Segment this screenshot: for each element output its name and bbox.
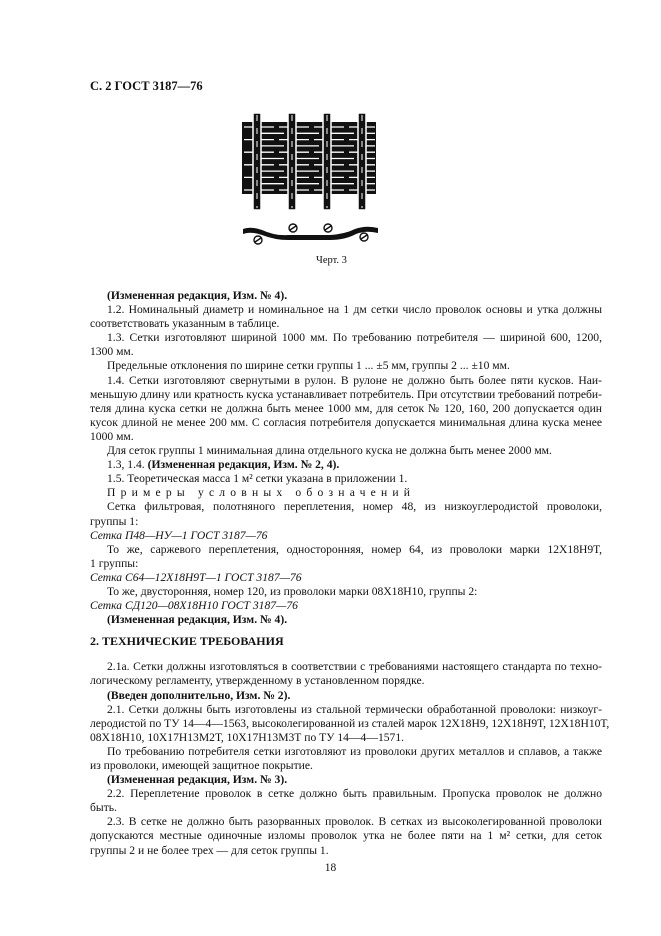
text-line: 1 группы: [90, 556, 139, 570]
paragraph-bold [90, 689, 602, 703]
paragraph-p [90, 585, 602, 599]
paragraph-p [90, 543, 602, 571]
designation-example: Сетка П48—НУ—1 ГОСТ 3187—76 [90, 528, 268, 542]
text-line: 08Х18Н10, 10Х17Н13М2Т, 10Х17Н13М3Т по ТУ 14—4—1571. [90, 730, 405, 744]
text-line: По требованию потребителя сетки изготовляют из проволоки других металлов и сплавов, а также [107, 744, 602, 758]
paragraph-center [90, 571, 602, 585]
text-line: логическому регламенту, утвержденному в установленном порядке. [90, 674, 425, 688]
text-line: допускаются местные одиночные изломы проволок утка не более пяти на 1 м² сетки, для сеток [90, 829, 602, 843]
paragraph-p [90, 331, 602, 359]
text-line: леродистой по ТУ 14—4—1563, высоколегированной из сталей марок 12Х18Н9, 12Х18Н9Т, 12Х18Н10Т, [90, 716, 610, 730]
paragraph-p [90, 702, 610, 745]
text-line: 2.2. Переплетение проволок в сетке должно быть правильным. Пропуска проволок не должно [107, 787, 602, 801]
text-line: меньшую длину или кратность куска устанавливает потребитель. При отсутствии требований потреби- [90, 387, 602, 401]
text-line: 1.2. Номинальный диаметр и номинальное на 1 дм сетки число проволок основы и утка должны [107, 303, 602, 317]
paragraph-p [90, 787, 602, 815]
clause-numbers: 1.3, 1.4. [107, 458, 148, 472]
text-line: 2.3. В сетке не должно быть разорванных проволок. В сетках из высоколегированной проволоки [107, 815, 602, 829]
designation-example: Сетка СД120—08Х18Н10 ГОСТ 3187—76 [90, 599, 298, 613]
paragraph-p [90, 444, 602, 458]
text-line: 1.5. Теоретическая масса 1 м² сетки указана в приложении 1. [107, 472, 408, 486]
paragraph-p [90, 359, 602, 373]
paragraph-p [90, 500, 602, 528]
text-line: из проволоки, имеющей защитное покрытие. [90, 759, 313, 772]
paragraph-p [90, 660, 602, 688]
text-line: 2.1а. Сетки должны изготовляться в соответствии с требованиями настоящего стандарта по техно- [107, 660, 602, 674]
paragraph-spaced [90, 486, 602, 500]
text-line: (Измененная редакция, Изм. № 3). [107, 773, 288, 787]
text-line: 1.4. Сетки изготовляют свернутыми в рулон. В рулоне не должно быть более пяти кусков. Наи- [107, 373, 602, 387]
mesh-cross-section [243, 224, 378, 244]
paragraph-bold [90, 613, 602, 627]
mesh-plan-view [242, 113, 376, 210]
text-line: То же, двусторонняя, номер 120, из проволоки марки 08Х18Н10, группы 2: [107, 584, 478, 598]
paragraph-p [90, 472, 602, 486]
paragraph-bold [90, 289, 602, 303]
page-number: 18 [324, 862, 337, 874]
text-line: Предельные отклонения по ширине сетки группы 1 ... ±5 мм, группы 2 ... ±10 мм. [107, 359, 510, 373]
text-line: кусок длиной не менее 200 мм. С согласия потребителя допускается минимальная длина куска менее [90, 415, 602, 429]
amendment-note: (Измененная редакция, Изм. № 2, 4). [147, 458, 340, 472]
text-line: 1.3. Сетки изготовляют шириной 1000 мм. По требованию потребителя — шириной 600, 1200, [107, 331, 602, 345]
text-line: группы 1: [90, 514, 139, 528]
paragraph-bold [90, 773, 602, 787]
text-line: быть. [90, 801, 117, 815]
wire-mesh-figure [230, 105, 390, 250]
text-line: 1000 мм. [90, 429, 134, 443]
page-header: С. 2 ГОСТ 3187—76 [90, 79, 203, 93]
paragraph-center [90, 599, 602, 613]
text-line: 1300 мм. [90, 345, 134, 359]
text-line: Для сеток группы 1 минимальная длина отдельного куска не должна быть менее 2000 мм. [107, 444, 552, 458]
text-line: (Измененная редакция, Изм. № 4). [107, 289, 288, 302]
figure-caption: Черт. 3 [316, 255, 347, 266]
text-line: То же, саржевого переплетения, односторонняя, номер 64, из проволоки марки 12Х18Н9Т, [107, 542, 602, 556]
text-line: Сетка фильтровая, полотняного переплетения, номер 48, из низкоуглеродистой проволоки, [107, 500, 602, 514]
paragraph-p [90, 374, 602, 444]
paragraph-ref [90, 458, 602, 472]
text-line: 2.1. Сетки должны быть изготовлены из стальной термически обработанной проволоки: низкоуг- [107, 702, 602, 716]
text-line: группы 2 и не более трех — для сеток группы 1. [90, 843, 329, 857]
text-line: (Измененная редакция, Изм. № 4). [107, 613, 288, 627]
designation-example: Сетка С64—12Х18Н9Т—1 ГОСТ 3187—76 [90, 570, 302, 584]
paragraph-heading [90, 634, 602, 648]
amendment-reference [90, 458, 602, 472]
paragraph-p [90, 303, 602, 331]
paragraph-p [90, 745, 602, 773]
text-line: (Введен дополнительно, Изм. № 2). [107, 688, 291, 702]
paragraph-center [90, 529, 602, 543]
text-line: теля длина куска сетки не должна быть менее 1000 мм, для сеток № 120, 160, 200 допускается один [90, 401, 602, 415]
text-line: соответствовать указанным в таблице. [90, 317, 280, 331]
paragraph-p [90, 815, 602, 857]
document-body [90, 289, 610, 858]
section-heading: 2. ТЕХНИЧЕСКИЕ ТРЕБОВАНИЯ [90, 634, 284, 649]
text-line: Примеры условных обозначений [107, 486, 416, 500]
